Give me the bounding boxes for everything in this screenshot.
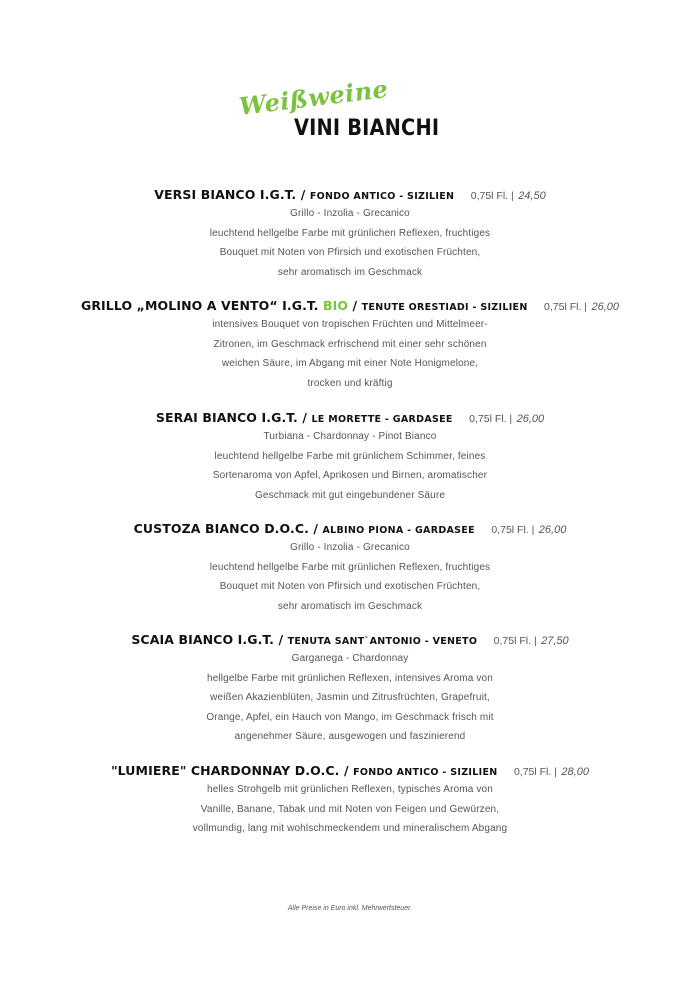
wine-description-line: sehr aromatisch im Geschmack — [277, 266, 423, 278]
wine-heading — [0, 631, 700, 649]
page-header — [0, 73, 700, 156]
wine-bottle-size: 0,75l Fl. | — [513, 766, 557, 778]
wine-description-line: angenehmer Säure, ausgewogen und faszinierend — [234, 731, 466, 742]
wine-producer: TENUTE ORESTIADI - SIZILIEN — [361, 302, 528, 313]
wine-description-line: trocken und kräftig — [307, 377, 393, 389]
wine-price: 28,00 — [561, 766, 589, 778]
bio-label: BIO — [322, 298, 349, 313]
wine-entry — [0, 409, 700, 505]
page-title: VINI BIANCHI — [294, 116, 440, 141]
wine-description-line: Orange, Apfel, ein Hauch von Mango, im Geschmack frisch mit — [206, 711, 494, 723]
wine-price: 26,00 — [591, 301, 620, 313]
wine-description-line: Grillo - Inzolia - Grecanico — [290, 542, 410, 553]
wine-description-line: hellgelbe Farbe mit grünlichen Reflexen, intensives Aroma von — [207, 672, 493, 684]
script-title: Weißweine — [237, 73, 390, 121]
wine-heading — [0, 297, 700, 315]
wine-description-line: weichen Säure, im Abgang mit einer Note Honigmelone, — [221, 358, 479, 369]
wine-price: 26,00 — [538, 524, 567, 536]
wine-name: SERAI BIANCO I.G.T. / — [155, 410, 307, 425]
wine-heading — [0, 409, 700, 427]
wine-price: 24,50 — [518, 190, 546, 202]
wine-bottle-size: 0,75l Fl. | — [491, 524, 535, 536]
wine-bottle-size: 0,75l Fl. | — [470, 190, 514, 202]
wine-entry — [0, 762, 700, 839]
wine-producer: TENUTA SANT`ANTONIO - VENETO — [287, 636, 478, 647]
wine-description-line: Garganega - Chardonnay — [291, 653, 409, 664]
price-footnote: Alle Preise in Euro inkl. Mehrwertsteuer. — [287, 905, 413, 912]
wine-name: GRILLO „MOLINO A VENTO“ I.G.T. — [80, 298, 319, 313]
wine-description-line: Zitronen, im Geschmack erfrischend mit einer sehr schönen — [213, 338, 487, 350]
wine-heading — [0, 186, 700, 204]
wine-description-line: leuchtend hellgelbe Farbe mit grünlichem Schimmer, feines — [214, 450, 486, 462]
wine-description-line: intensives Bouquet von tropischen Früchten und Mittelmeer- — [212, 319, 488, 330]
wine-description-line: Bouquet mit Noten von Pfirsich und exotischen Früchten, — [219, 581, 481, 592]
wine-producer: ALBINO PIONA - GARDASEE — [322, 525, 475, 536]
wine-description-line: helles Strohgelb mit grünlichen Reflexen, typisches Aroma von — [207, 784, 493, 795]
wine-name: VERSI BIANCO I.G.T. / — [154, 187, 306, 202]
wine-description-line: Bouquet mit Noten von Pfirsich und exotischen Früchten, — [219, 247, 481, 258]
wine-name: CUSTOZA BIANCO D.O.C. / — [133, 521, 319, 536]
wine-bottle-size: 0,75l Fl. | — [469, 413, 513, 425]
wine-description-line: Grillo - Inzolia - Grecanico — [290, 208, 410, 219]
wine-description-line: leuchtend hellgelbe Farbe mit grünlichen Reflexen, fruchtiges — [209, 561, 491, 573]
wine-entry — [0, 297, 700, 393]
wine-entry — [0, 631, 700, 747]
wine-description-line: Sortenaroma von Apfel, Aprikosen und Birnen, aromatischer — [212, 470, 488, 481]
wine-description-line: vollmundig, lang mit wohlschmeckendem und mineralischem Abgang — [192, 823, 508, 834]
wine-description-line: Turbiana - Chardonnay - Pinot Bianco — [263, 431, 437, 442]
wine-producer: LE MORETTE - GARDASEE — [311, 414, 453, 425]
wine-entry — [0, 520, 700, 616]
wine-price: 27,50 — [541, 635, 569, 647]
wine-price: 26,00 — [516, 413, 545, 425]
wine-name: "LUMIERE" CHARDONNAY D.O.C. / — [111, 763, 349, 778]
wine-description-line: Vanille, Banane, Tabak und mit Noten von Feigen und Gewürzen, — [200, 803, 500, 815]
wine-bottle-size: 0,75l Fl. | — [493, 635, 537, 647]
wine-name-separator: / — [352, 298, 358, 313]
wine-heading — [0, 762, 700, 780]
wine-description-line: sehr aromatisch im Geschmack — [277, 600, 423, 612]
wine-entry — [0, 186, 700, 282]
wine-description-line: leuchtend hellgelbe Farbe mit grünlichen Reflexen, fruchtiges — [209, 227, 491, 239]
wine-producer: FONDO ANTICO - SIZILIEN — [353, 767, 498, 778]
wine-heading — [0, 520, 700, 538]
wine-bottle-size: 0,75l Fl. | — [544, 301, 588, 313]
wine-producer: FONDO ANTICO - SIZILIEN — [309, 191, 455, 202]
wine-description-line: Geschmack mit gut eingebundener Säure — [254, 489, 446, 501]
wine-name: SCAIA BIANCO I.G.T. / — [131, 632, 284, 647]
wine-description-line: weißen Akazienblüten, Jasmin und Zitrusfrüchten, Grapefruit, — [210, 692, 490, 703]
